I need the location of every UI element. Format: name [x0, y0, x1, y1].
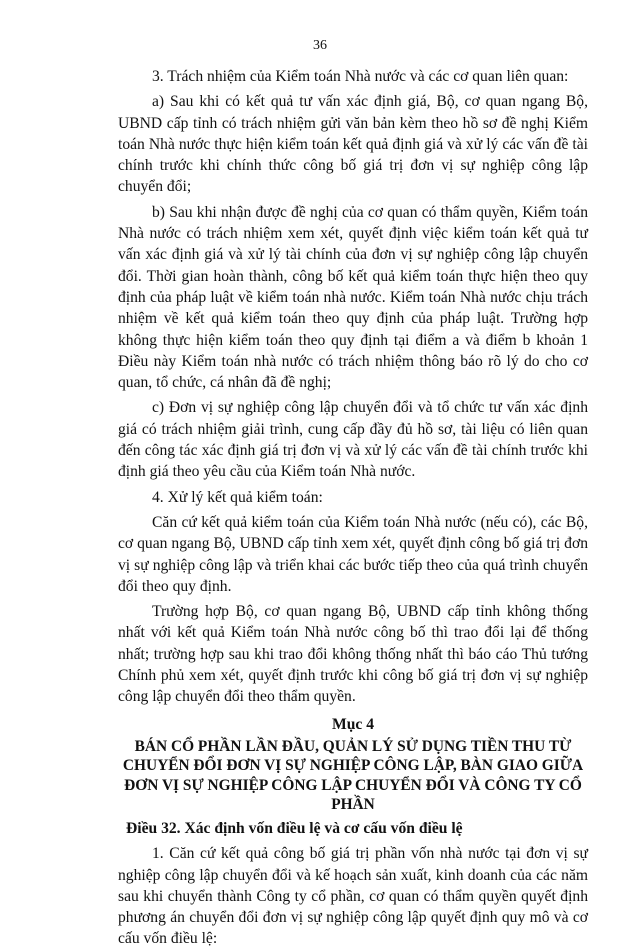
paragraph-audit-results: 4. Xử lý kết quả kiểm toán:	[152, 488, 323, 506]
paragraph-item-a: a) Sau khi có kết quả tư vấn xác định giá, Bộ, cơ quan ngang Bộ, UBND cấp tỉnh có trách nhiệm gửi văn bản kèm theo hồ sơ đề nghị Kiểm toán Nhà nước thực hiện kiểm toán kết quả định giá và xử lý các vấn đề tài chính trước khi chính thức công bố giá trị đơn vị sự nghiệp công lập chuyển đổi;	[118, 93, 588, 196]
paragraph-disagreement-case: Trường hợp Bộ, cơ quan ngang Bộ, UBND cấp tỉnh không thống nhất với kết quả Kiểm toán Nhà nước công bố thì trao đổi lại để thống nhất; trường hợp sau khi trao đổi không thống nhất thì báo cáo Thủ tướng Chính phủ xem xét, quyết định trước khi công bố giá trị đơn vị sự nghiệp công lập chuyển đổi theo thẩm quyền.	[118, 603, 588, 706]
paragraph-audit-basis: Căn cứ kết quả kiểm toán của Kiểm toán Nhà nước (nếu có), các Bộ, cơ quan ngang Bộ, UBND cấp tỉnh xem xét, quyết định công bố giá trị đơn vị sự nghiệp công lập và triển khai các bước tiếp theo của quá trình chuyển đổi theo quy định.	[118, 513, 588, 595]
document-body	[118, 66, 588, 950]
paragraph-item-c: c) Đơn vị sự nghiệp công lập chuyển đổi và tổ chức tư vấn xác định giá có trách nhiệm giải trình, cung cấp đầy đủ hồ sơ, tài liệu có liên quan đến công tác xác định giá trị đơn vị và xử lý các vấn đề tài chính trước khi định giá theo yêu cầu của Kiểm toán Nhà nước.	[118, 399, 588, 481]
section-heading: BÁN CỔ PHẦN LẦN ĐẦU, QUẢN LÝ SỬ DỤNG TIỀN THU TỪ CHUYỂN ĐỔI ĐƠN VỊ SỰ NGHIỆP CÔNG LẬP, BÀN GIAO GIỮA ĐƠN VỊ SỰ NGHIỆP CÔNG LẬP CHUYỂN ĐỔI VÀ CÔNG TY CỔ PHẦN	[122, 737, 584, 814]
page-number: 36	[313, 38, 327, 53]
article-title: Điều 32. Xác định vốn điều lệ và cơ cấu vốn điều lệ	[126, 819, 463, 837]
paragraph-item-b: b) Sau khi nhận được đề nghị của cơ quan có thẩm quyền, Kiểm toán Nhà nước có trách nhiệm xem xét, quyết định việc kiểm toán kết quả tư vấn xác định giá và xử lý tài chính của đơn vị sự nghiệp công lập chuyển đổi. Thời gian hoàn thành, công bố kết quả kiểm toán thực hiện theo quy định của pháp luật về kiểm toán nhà nước. Kiểm toán Nhà nước chịu trách nhiệm về kết quả kiểm toán theo quy định của pháp luật. Trường hợp không thực hiện kiểm toán theo quy định tại điểm a và điểm b khoản 1 Điều này Kiểm toán nhà nước có trách nhiệm thông báo rõ lý do cho cơ quan, tổ chức, cá nhân đã đề nghị;	[118, 203, 588, 392]
paragraph-audit-responsibility: 3. Trách nhiệm của Kiểm toán Nhà nước và các cơ quan liên quan:	[152, 68, 569, 85]
paragraph-article-32-1: 1. Căn cứ kết quả công bố giá trị phần vốn nhà nước tại đơn vị sự nghiệp công lập chuyển đổi và kế hoạch sản xuất, kinh doanh của các năm sau khi chuyển thành Công ty cổ phần, cơ quan có thẩm quyền quyết định phương án chuyển đổi đơn vị sự nghiệp công lập quyết định quy mô và cơ cấu vốn điều lệ:	[118, 845, 588, 948]
section-label: Mục 4	[331, 715, 374, 733]
